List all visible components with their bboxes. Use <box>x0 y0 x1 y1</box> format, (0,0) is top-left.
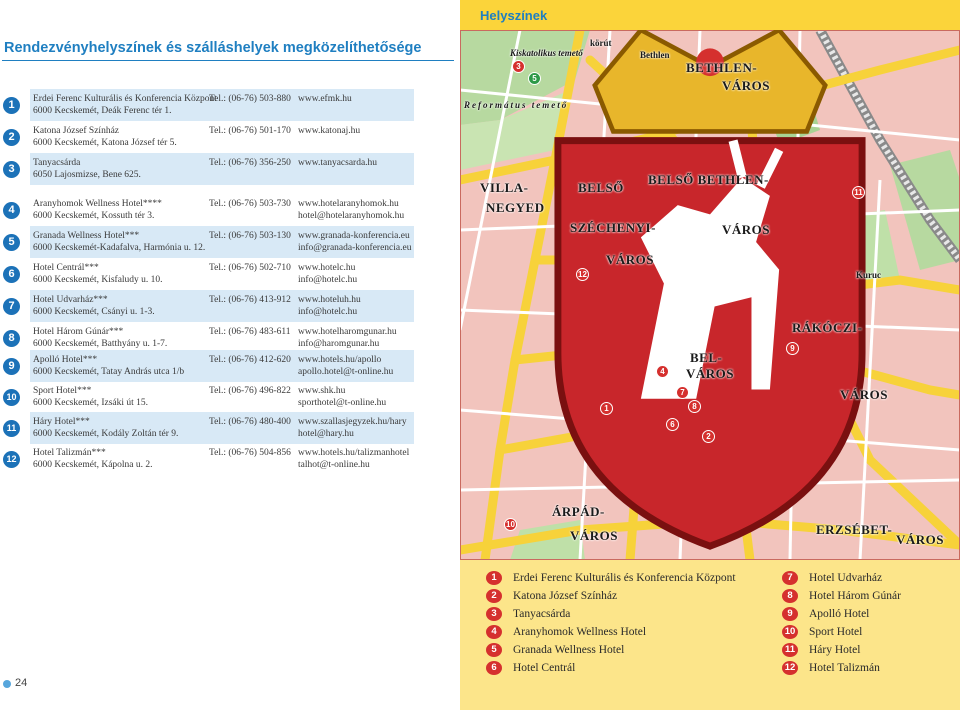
hotel-number-badge: 4 <box>3 202 20 219</box>
venue-number-badge: 2 <box>3 129 20 146</box>
hotel-name: Aranyhomok Wellness Hotel**** <box>33 199 162 209</box>
hotel-address: 6000 Kecskemét, Kisfaludy u. 10. <box>33 275 163 285</box>
map-label-district: VÁROS <box>570 528 619 543</box>
hotel-phone: Tel.: (06-76) 504-856 <box>209 448 291 458</box>
hotel-name: Sport Hotel*** <box>33 386 92 396</box>
venue-row-1 <box>0 89 460 121</box>
map-label-district: BELSŐ <box>578 180 624 195</box>
hotel-address: 6000 Kecskemét, Kodály Zoltán tér 9. <box>33 429 179 439</box>
hotel-website[interactable]: www.hotelc.hu <box>298 263 356 273</box>
hotel-email[interactable]: info@hotelc.hu <box>298 307 358 317</box>
map-label-district: BEL- <box>690 350 723 365</box>
legend-number: 8 <box>782 589 798 603</box>
map-marker-6[interactable]: 6 <box>666 418 679 431</box>
venue-address: 6000 Kecskemét, Katona József tér 5. <box>33 138 177 148</box>
legend-number: 3 <box>486 607 502 621</box>
hotel-phone: Tel.: (06-76) 412-620 <box>209 355 291 365</box>
page-number: 24 <box>15 677 28 689</box>
hotel-address: 6000 Kecskemét, Batthyány u. 1-7. <box>33 339 168 349</box>
map-marker-9[interactable]: 9 <box>786 342 799 355</box>
hotel-name: Hotel Három Gúnár*** <box>33 327 124 337</box>
legend-label: Apolló Hotel <box>809 608 870 620</box>
map-label-street: Bethlen <box>640 50 670 60</box>
map-label-cemetery: Kiskatolikus temető <box>510 48 583 58</box>
hotel-website[interactable]: www.hotels.hu/talizmanhotel <box>298 448 410 458</box>
legend-number: 9 <box>782 607 798 621</box>
map-marker-12[interactable]: 12 <box>576 268 589 281</box>
map-label-street: körút <box>590 38 612 48</box>
hotel-name: Háry Hotel*** <box>33 417 90 427</box>
hotel-address: 6000 Kecskemét-Kadafalva, Harmónia u. 12. <box>33 243 206 253</box>
hotel-address: 6000 Kecskemét, Izsáki út 15. <box>33 398 149 408</box>
hotel-phone: Tel.: (06-76) 480-400 <box>209 417 291 427</box>
venue-number-badge: 1 <box>3 97 20 114</box>
map-marker-3[interactable]: 3 <box>512 60 525 73</box>
hotel-row-12 <box>0 443 460 475</box>
map-label-district: VÁROS <box>722 78 771 93</box>
section-header-title: Helyszínek <box>480 8 548 23</box>
map-label-district: SZÉCHENYI- <box>570 220 656 235</box>
map-marker-10[interactable]: 10 <box>504 518 517 531</box>
map-label-district: VÁROS <box>686 366 735 381</box>
hotel-website[interactable]: www.hotelharomgunar.hu <box>298 327 397 337</box>
legend-label: Hotel Három Gúnár <box>809 590 901 602</box>
map-label-district: ERZSÉBET- <box>816 522 893 537</box>
map-marker-11[interactable]: 11 <box>852 186 865 199</box>
hotel-address: 6000 Kecskemét, Kossuth tér 3. <box>33 211 155 221</box>
legend-label: Háry Hotel <box>809 644 861 656</box>
legend-number: 2 <box>486 589 502 603</box>
hotel-row-9 <box>0 350 460 382</box>
hotel-email[interactable]: sporthotel@t-online.hu <box>298 398 387 408</box>
hotel-number-badge: 5 <box>3 234 20 251</box>
title-divider <box>2 60 454 61</box>
map-label-district: VÁROS <box>722 222 771 237</box>
legend-number: 12 <box>782 661 798 675</box>
hotel-email[interactable]: hotel@hary.hu <box>298 429 354 439</box>
map-marker-1[interactable]: 1 <box>600 402 613 415</box>
hotel-row-10 <box>0 381 460 413</box>
hotel-row-7 <box>0 290 460 322</box>
map-label-district: RÁKÓCZI- <box>792 320 863 335</box>
hotel-email[interactable]: talhot@t-online.hu <box>298 460 370 470</box>
legend-number: 11 <box>782 643 798 657</box>
venue-number-badge: 3 <box>3 161 20 178</box>
hotel-row-11 <box>0 412 460 444</box>
hotel-number-badge: 8 <box>3 330 20 347</box>
hotel-website[interactable]: www.granada-konferencia.eu <box>298 231 410 241</box>
hotel-email[interactable]: apollo.hotel@t-online.hu <box>298 367 394 377</box>
hotel-email[interactable]: info@haromgunar.hu <box>298 339 380 349</box>
legend-label: Hotel Talizmán <box>809 662 880 674</box>
hotel-number-badge: 6 <box>3 266 20 283</box>
hotel-row-4 <box>0 194 460 226</box>
hotel-number-badge: 10 <box>3 389 20 406</box>
hotel-name: Hotel Talizmán*** <box>33 448 106 458</box>
venue-row-3 <box>0 153 460 185</box>
hotel-row-6 <box>0 258 460 290</box>
hotel-email[interactable]: info@hotelc.hu <box>298 275 358 285</box>
legend-label: Sport Hotel <box>809 626 863 638</box>
hotel-name: Hotel Centrál*** <box>33 263 99 273</box>
venue-row-2 <box>0 121 460 153</box>
venue-address: 6000 Kecskemét, Deák Ferenc tér 1. <box>33 106 172 116</box>
venue-phone: Tel.: (06-76) 503-880 <box>209 94 291 104</box>
map-label-cemetery: Református temető <box>464 100 569 110</box>
page-number-dot <box>3 680 11 688</box>
section-header-band <box>460 0 960 30</box>
city-map[interactable] <box>460 30 960 560</box>
legend-label: Hotel Centrál <box>513 662 576 674</box>
hotel-number-badge: 11 <box>3 420 20 437</box>
hotel-email[interactable]: hotel@hotelaranyhomok.hu <box>298 211 405 221</box>
venue-name: Tanyacsárda <box>33 158 81 168</box>
map-marker-2[interactable]: 2 <box>702 430 715 443</box>
venue-phone: Tel.: (06-76) 501-170 <box>209 126 291 136</box>
venue-address: 6050 Lajosmizse, Bene 625. <box>33 170 141 180</box>
legend-label: Tanyacsárda <box>513 608 571 620</box>
legend-number: 4 <box>486 625 502 639</box>
hotel-website[interactable]: www.hotels.hu/apollo <box>298 355 382 365</box>
legend-number: 7 <box>782 571 798 585</box>
hotel-website[interactable]: www.hotelaranyhomok.hu <box>298 199 399 209</box>
hotel-number-badge: 9 <box>3 358 20 375</box>
venue-name: Katona József Színház <box>33 126 119 136</box>
map-marker-7[interactable]: 7 <box>676 386 689 399</box>
hotel-row-5 <box>0 226 460 258</box>
hotel-name: Apolló Hotel*** <box>33 355 98 365</box>
map-label-district: VÁROS <box>606 252 655 267</box>
venue-website[interactable]: www.efmk.hu <box>298 94 352 104</box>
map-label-street: Kuruc <box>856 270 882 280</box>
hotel-phone: Tel.: (06-76) 503-730 <box>209 199 291 209</box>
hotel-phone: Tel.: (06-76) 413-912 <box>209 295 291 305</box>
hotel-phone: Tel.: (06-76) 503-130 <box>209 231 291 241</box>
map-label-district: VILLA- <box>480 180 529 195</box>
map-label-district: VÁROS <box>896 532 945 547</box>
venue-website[interactable]: www.tanyacsarda.hu <box>298 158 378 168</box>
hotel-number-badge: 7 <box>3 298 20 315</box>
map-label-district: BETHLEN- <box>686 60 758 75</box>
legend-label: Aranyhomok Wellness Hotel <box>513 626 647 638</box>
legend-number: 5 <box>486 643 502 657</box>
hotel-phone: Tel.: (06-76) 502-710 <box>209 263 291 273</box>
hotel-phone: Tel.: (06-76) 496-822 <box>209 386 291 396</box>
legend-label: Erdei Ferenc Kulturális és Konferencia Központ <box>513 572 736 584</box>
legend-label: Granada Wellness Hotel <box>513 644 625 656</box>
venue-name: Erdei Ferenc Kulturális és Konferencia Központ <box>33 94 217 104</box>
legend-number: 6 <box>486 661 502 675</box>
hotel-name: Granada Wellness Hotel*** <box>33 231 140 241</box>
map-marker-8[interactable]: 8 <box>688 400 701 413</box>
hotel-email[interactable]: info@granada-konferencia.eu <box>298 243 412 253</box>
locations-map-page <box>460 0 960 710</box>
page-title: Rendezvényhelyszínek és szálláshelyek megközelíthetősége <box>4 40 422 56</box>
map-legend <box>460 560 960 710</box>
hotel-phone: Tel.: (06-76) 483-611 <box>209 327 291 337</box>
legend-number: 1 <box>486 571 502 585</box>
venue-website[interactable]: www.katonaj.hu <box>298 126 361 136</box>
hotel-name: Hotel Udvarház*** <box>33 295 108 305</box>
map-marker-5[interactable]: 5 <box>528 72 541 85</box>
hotel-website[interactable]: www.hoteluh.hu <box>298 295 361 305</box>
hotel-website[interactable]: www.shk.hu <box>298 386 346 396</box>
hotel-address: 6000 Kecskemét, Csányi u. 1-3. <box>33 307 155 317</box>
hotel-website[interactable]: www.szallasjegyzek.hu/hary <box>298 417 407 427</box>
map-label-district: NEGYED <box>486 200 545 215</box>
legend-label: Katona József Színház <box>513 590 618 602</box>
map-marker-4[interactable]: 4 <box>656 365 669 378</box>
hotel-address: 6000 Kecskemét, Tatay András utca 1/b <box>33 367 185 377</box>
legend-number: 10 <box>782 625 798 639</box>
map-label-district: BELSŐ BETHLEN- <box>648 172 769 187</box>
map-label-district: VÁROS <box>840 387 889 402</box>
hotel-number-badge: 12 <box>3 451 20 468</box>
venue-list-page <box>0 0 460 710</box>
hotel-address: 6000 Kecskemét, Kápolna u. 2. <box>33 460 153 470</box>
legend-label: Hotel Udvarház <box>809 572 883 584</box>
map-label-district: ÁRPÁD- <box>552 504 605 519</box>
venue-phone: Tel.: (06-76) 356-250 <box>209 158 291 168</box>
